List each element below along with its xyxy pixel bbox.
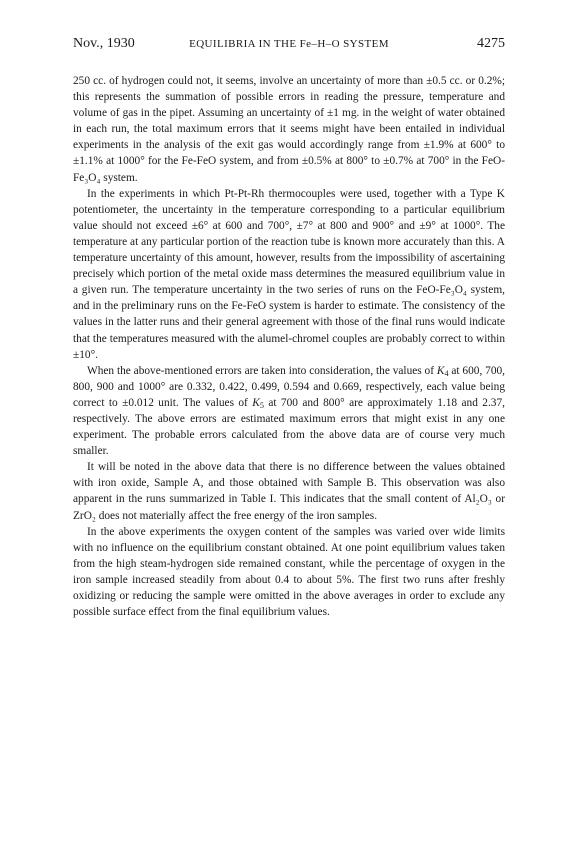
k4-symbol: K — [436, 364, 445, 377]
paragraph-error-analysis: 250 cc. of hydrogen could not, it seems, involve an uncertainty of more than ±0.5 cc. or 0.2%; this represents the summation of possible errors in reading the pressure, temperature and volume of gas in the pipet. Assuming an uncertainty of ±1 mg. in the weight of water obtained in each run, the total maximum errors that it seems might have been entailed in individual experiments in the analysis of the exit gas would accordingly range from ±1.9% at 600° to ±1.1% at 1000° for the Fe-FeO system, and from ±0.5% at 800° to ±0.7% at 700° in the FeO-Fe₃O₄ system. — [73, 75, 505, 184]
page-header — [73, 36, 505, 56]
article-body — [73, 73, 505, 620]
constants-text-c: at 700 and 800° are approximately 1.18 and 2.37, respectively. The above errors are estimated maximum errors that might exist in any one experiment. The probable errors calculated from the above data are of course very much smaller. — [73, 396, 505, 458]
paragraph-oxygen-content: In the above experiments the oxygen content of the samples was varied over wide limits with no influence on the equilibrium constant obtained. At one point equilibrium values taken from the high steam-hydrogen side remained constant, while the percentage of oxygen in the iron sample increased steadily from about 0.4 to about 5%. The first two runs after freshly oxidizing or reducing the sample were omitted in the above averages in order to exclude any possible surface effect from the final equilibrium values. — [73, 525, 505, 619]
paragraph-equilibrium-constants — [73, 363, 505, 460]
page-number: 4275 — [477, 36, 505, 51]
issue-date: Nov., 1930 — [73, 36, 135, 51]
constants-text-b: at 600, 700, 800, 900 and 1000° are 0.332, 0.422, 0.499, 0.594 and 0.669, respectively, each value being correct to ±0.012 unit. The values of — [73, 364, 505, 409]
paragraph-temperature-uncertainty: In the experiments in which Pt-Pt-Rh thermocouples were used, together with a Type K potentiometer, the uncertainty in the temperature corresponding to a particular equilibrium value should not exceed ±6° at 600 and 700°, ±7° at 800 and 900° and ±9° at 1000°. The temperature at any particular portion of the reaction tube is known more accurately than this. A temperature uncertainty of this amount, however, results from the impossibility of ascertaining precisely which portion of the metal oxide mass determines the measured equilibrium value in a given run. The temperature uncertainty in the two series of runs on the FeO-Fe₃O₄ system, and in the preliminary runs on the Fe-FeO system is harder to estimate. The consistency of the values in the latter runs and their general agreement with those of the final runs would indicate that the temperatures measured with the alumel-chromel couples are probably correct to within ±10°. — [73, 187, 505, 361]
running-title: EQUILIBRIA IN THE Fe–H–O SYSTEM — [189, 38, 389, 50]
constants-text-a: When the above-mentioned errors are taken into consideration, the values of — [87, 364, 437, 377]
k5-symbol: K — [252, 396, 260, 409]
paragraph-sample-comparison: It will be noted in the above data that there is no difference between the values obtained with iron oxide, Sample A, and those obtained with Sample B. This observation was also apparent in the runs summarized in Table I. This indicates that the small content of Al₂O₃ or ZrO₂ does not materially affect the free energy of the iron samples. — [73, 461, 505, 522]
k4-subscript: 4 — [444, 369, 449, 379]
k5-subscript: 5 — [259, 401, 264, 411]
